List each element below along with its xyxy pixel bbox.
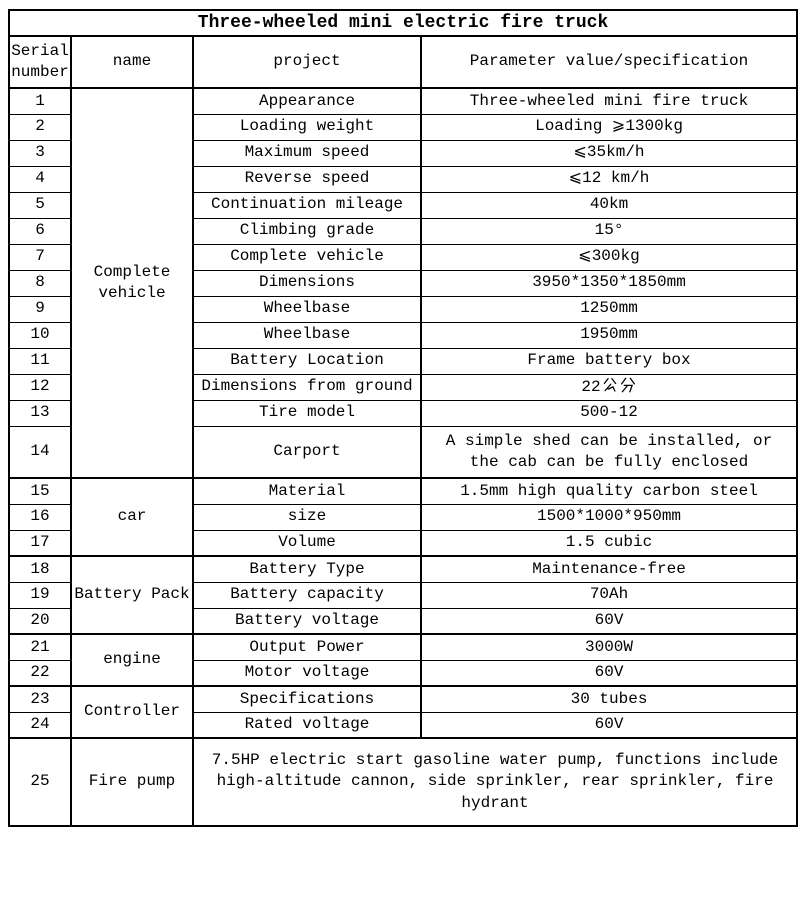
- parameter-cell: 70Ah: [421, 582, 797, 608]
- serial-cell: 14: [9, 426, 71, 478]
- parameter-merged-cell: 7.5HP electric start gasoline water pump, functions include high-altitude cannon, side sprinkler, rear sprinkler, fire hydrant: [193, 738, 797, 826]
- project-cell: Carport: [193, 426, 421, 478]
- parameter-cell: 22: [421, 374, 797, 400]
- group-name-cell: Controller: [71, 686, 193, 738]
- parameter-cell: 30 tubes: [421, 686, 797, 712]
- project-cell: Complete vehicle: [193, 244, 421, 270]
- table-body: [9, 88, 797, 826]
- project-cell: Continuation mileage: [193, 192, 421, 218]
- table-row: [9, 634, 797, 660]
- project-cell: Loading weight: [193, 114, 421, 140]
- group-name-cell: Fire pump: [71, 738, 193, 826]
- parameter-cell: 15°: [421, 218, 797, 244]
- parameter-cell: A simple shed can be installed, or the cab can be fully enclosed: [421, 426, 797, 478]
- table-row: [9, 478, 797, 504]
- parameter-cell: ⩽35km/h: [421, 140, 797, 166]
- serial-cell: 23: [9, 686, 71, 712]
- col-header-parameter: Parameter value/specification: [421, 36, 797, 88]
- group-name-cell: car: [71, 478, 193, 556]
- serial-cell: 15: [9, 478, 71, 504]
- serial-cell: 20: [9, 608, 71, 634]
- serial-cell: 6: [9, 218, 71, 244]
- serial-cell: 8: [9, 270, 71, 296]
- serial-cell: 21: [9, 634, 71, 660]
- serial-cell: 16: [9, 504, 71, 530]
- project-cell: Specifications: [193, 686, 421, 712]
- serial-cell: 2: [9, 114, 71, 140]
- col-header-serial: Serial number: [9, 36, 71, 88]
- parameter-cell: 60V: [421, 608, 797, 634]
- project-cell: Climbing grade: [193, 218, 421, 244]
- project-cell: Battery capacity: [193, 582, 421, 608]
- parameter-cell: 3950*1350*1850mm: [421, 270, 797, 296]
- serial-cell: 24: [9, 712, 71, 738]
- project-cell: Battery Location: [193, 348, 421, 374]
- parameter-cell: 1250mm: [421, 296, 797, 322]
- project-cell: Volume: [193, 530, 421, 556]
- serial-cell: 13: [9, 400, 71, 426]
- project-cell: Motor voltage: [193, 660, 421, 686]
- title-row: [9, 10, 797, 36]
- project-cell: Dimensions: [193, 270, 421, 296]
- serial-cell: 7: [9, 244, 71, 270]
- project-cell: Battery Type: [193, 556, 421, 582]
- parameter-cell: 1950mm: [421, 322, 797, 348]
- project-cell: Wheelbase: [193, 322, 421, 348]
- project-cell: Wheelbase: [193, 296, 421, 322]
- project-cell: Reverse speed: [193, 166, 421, 192]
- serial-cell: 19: [9, 582, 71, 608]
- parameter-cell: ⩽12 km/h: [421, 166, 797, 192]
- serial-cell: 4: [9, 166, 71, 192]
- table-row: [9, 738, 797, 826]
- project-cell: Rated voltage: [193, 712, 421, 738]
- parameter-cell: 60V: [421, 712, 797, 738]
- parameter-cell: 1.5 cubic: [421, 530, 797, 556]
- serial-cell: 22: [9, 660, 71, 686]
- project-cell: Material: [193, 478, 421, 504]
- serial-cell: 1: [9, 88, 71, 114]
- spec-table: [8, 9, 798, 827]
- parameter-cell: Three-wheeled mini fire truck: [421, 88, 797, 114]
- cjk-fen-glyph: [619, 376, 637, 394]
- project-cell: Appearance: [193, 88, 421, 114]
- serial-cell: 11: [9, 348, 71, 374]
- col-header-project: project: [193, 36, 421, 88]
- parameter-cell: ⩽300kg: [421, 244, 797, 270]
- parameter-cell: 60V: [421, 660, 797, 686]
- parameter-cell: 500-12: [421, 400, 797, 426]
- parameter-cell: 1500*1000*950mm: [421, 504, 797, 530]
- project-cell: Maximum speed: [193, 140, 421, 166]
- group-name-cell: Battery Pack: [71, 556, 193, 634]
- serial-cell: 25: [9, 738, 71, 826]
- serial-cell: 10: [9, 322, 71, 348]
- parameter-cell: 1.5mm high quality carbon steel: [421, 478, 797, 504]
- serial-cell: 12: [9, 374, 71, 400]
- group-name-cell: Complete vehicle: [71, 88, 193, 478]
- table-row: [9, 556, 797, 582]
- project-cell: size: [193, 504, 421, 530]
- serial-cell: 17: [9, 530, 71, 556]
- parameter-cell: Maintenance-free: [421, 556, 797, 582]
- parameter-cell: Loading ⩾1300kg: [421, 114, 797, 140]
- col-header-name: name: [71, 36, 193, 88]
- serial-cell: 5: [9, 192, 71, 218]
- cjk-gong-glyph: [601, 376, 619, 394]
- parameter-cell: Frame battery box: [421, 348, 797, 374]
- header-row: [9, 36, 797, 88]
- project-cell: Tire model: [193, 400, 421, 426]
- serial-cell: 9: [9, 296, 71, 322]
- group-name-cell: engine: [71, 634, 193, 686]
- project-cell: Battery voltage: [193, 608, 421, 634]
- table-row: [9, 686, 797, 712]
- serial-cell: 3: [9, 140, 71, 166]
- serial-cell: 18: [9, 556, 71, 582]
- project-cell: Output Power: [193, 634, 421, 660]
- project-cell: Dimensions from ground: [193, 374, 421, 400]
- table-row: [9, 88, 797, 114]
- parameter-cell: 40km: [421, 192, 797, 218]
- table-title: Three-wheeled mini electric fire truck: [9, 10, 797, 36]
- parameter-cell: 3000W: [421, 634, 797, 660]
